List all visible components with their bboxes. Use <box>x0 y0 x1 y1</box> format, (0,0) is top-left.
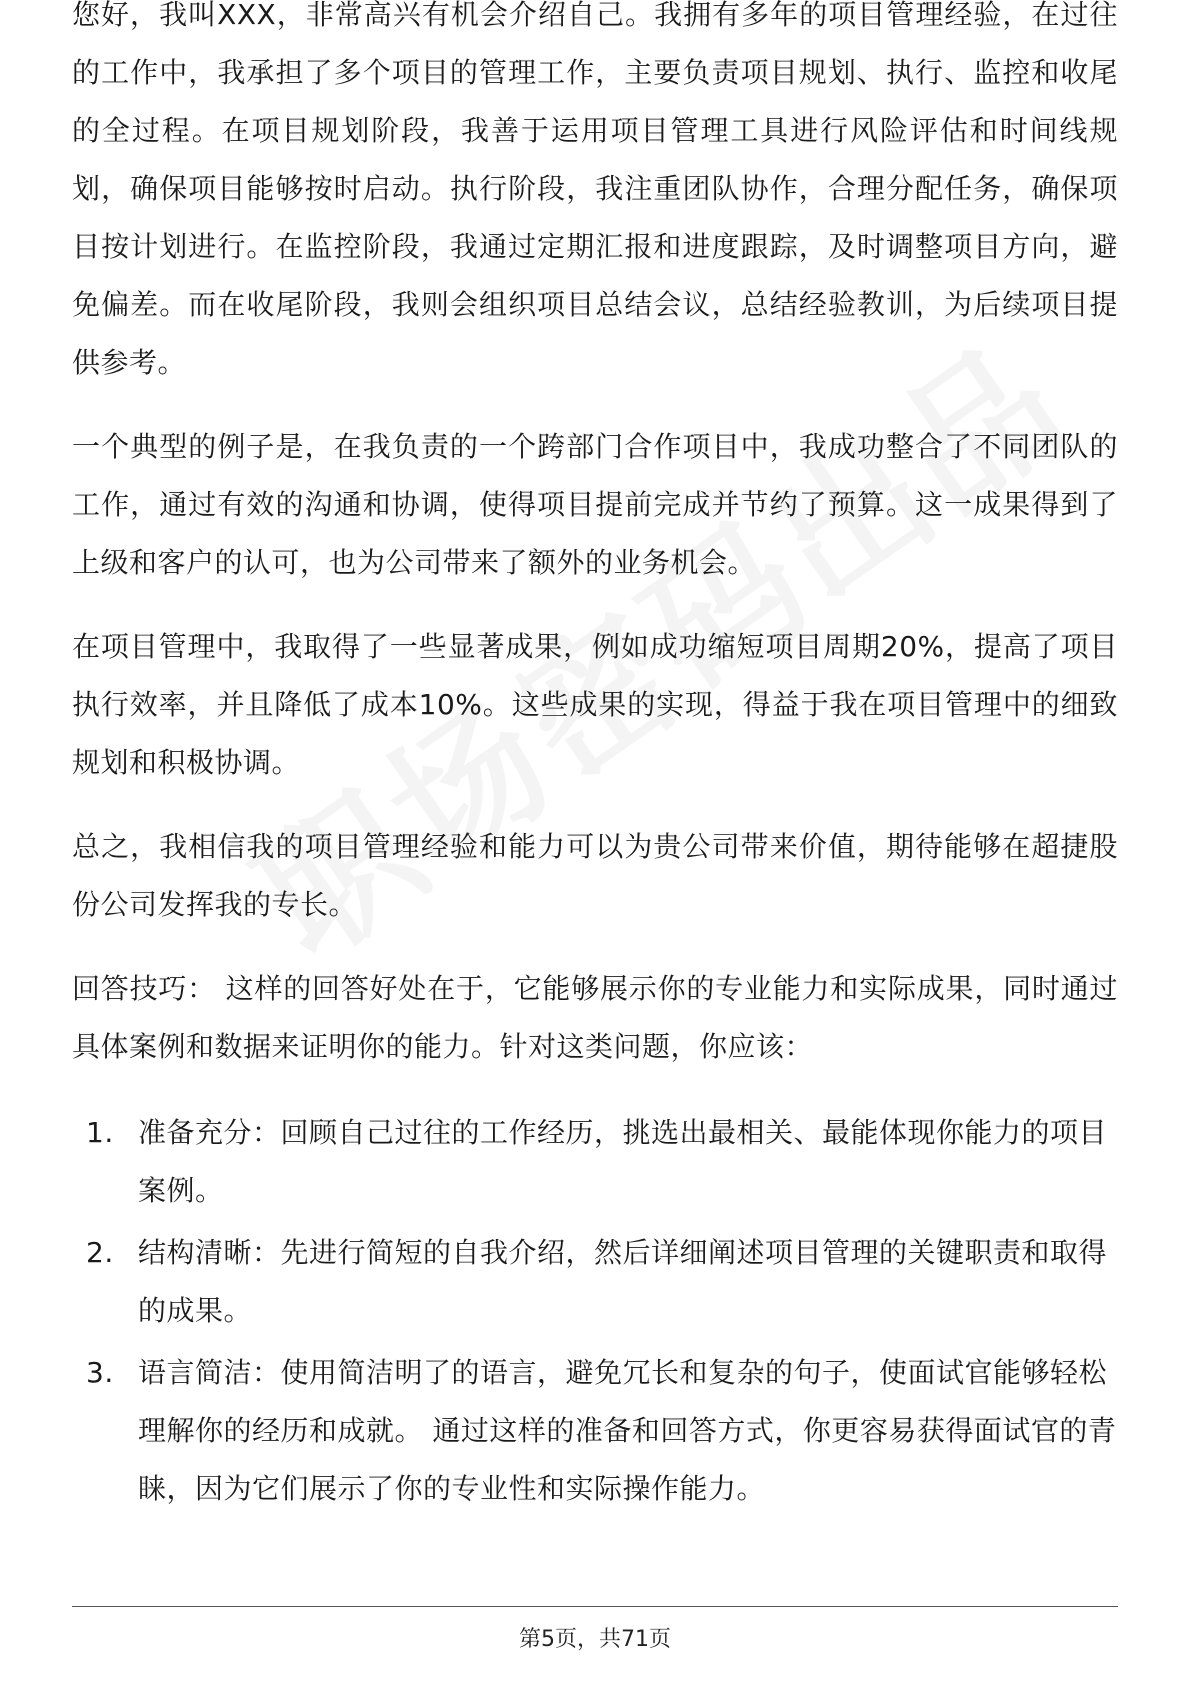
list-item <box>72 1344 1118 1518</box>
list-item-number: 3. <box>86 1356 114 1389</box>
footer-divider <box>72 1606 1118 1607</box>
paragraph-achievements: 在项目管理中，我取得了一些显著成果，例如成功缩短项目周期20%，提高了项目执行效率，并且降低了成本10%。这些成果的实现，得益于我在项目管理中的细致规划和积极协调。 <box>72 630 1118 779</box>
list-item-number: 2. <box>86 1236 114 1269</box>
list-item <box>72 1104 1118 1220</box>
paragraph-self-intro: 您好，我叫XXX，非常高兴有机会介绍自己。我拥有多年的项目管理经验，在过往的工作中，我承担了多个项目的管理工作，主要负责项目规划、执行、监控和收尾的全过程。在项目规划阶段，我善于运用项目管理工具进行风险评估和时间线规划，确保项目能够按时启动。执行阶段，我注重团队协作，合理分配任务，确保项目按计划进行。在监控阶段，我通过定期汇报和进度跟踪，及时调整项目方向，避免偏差。而在收尾阶段，我则会组织项目总结会议，总结经验教训，为后续项目提供参考。 <box>72 0 1118 379</box>
paragraph-tips-intro: 回答技巧： 这样的回答好处在于，它能够展示你的专业能力和实际成果，同时通过具体案例和数据来证明你的能力。针对这类问题，你应该： <box>72 972 1118 1063</box>
page-content <box>72 0 1118 1518</box>
list-item-text: 准备充分：回顾自己过往的工作经历，挑选出最相关、最能体现你能力的项目案例。 <box>138 1116 1108 1207</box>
paragraph-conclusion: 总之，我相信我的项目管理经验和能力可以为贵公司带来价值，期待能够在超捷股份公司发挥我的专长。 <box>72 830 1118 921</box>
tips-list <box>72 1104 1118 1518</box>
list-item-text: 结构清晰：先进行简短的自我介绍，然后详细阐述项目管理的关键职责和取得的成果。 <box>138 1236 1108 1327</box>
list-item-text: 语言简洁：使用简洁明了的语言，避免冗长和复杂的句子，使面试官能够轻松理解你的经历和成就。 通过这样的准备和回答方式，你更容易获得面试官的青睐，因为它们展示了你的专业性和实际操作能力。 <box>138 1356 1117 1505</box>
list-item <box>72 1224 1118 1340</box>
list-item-number: 1. <box>86 1116 114 1149</box>
page-number: 第5页，共71页 <box>519 1627 671 1652</box>
paragraph-example: 一个典型的例子是，在我负责的一个跨部门合作项目中，我成功整合了不同团队的工作，通过有效的沟通和协调，使得项目提前完成并节约了预算。这一成果得到了上级和客户的认可，也为公司带来了额外的业务机会。 <box>72 430 1118 579</box>
